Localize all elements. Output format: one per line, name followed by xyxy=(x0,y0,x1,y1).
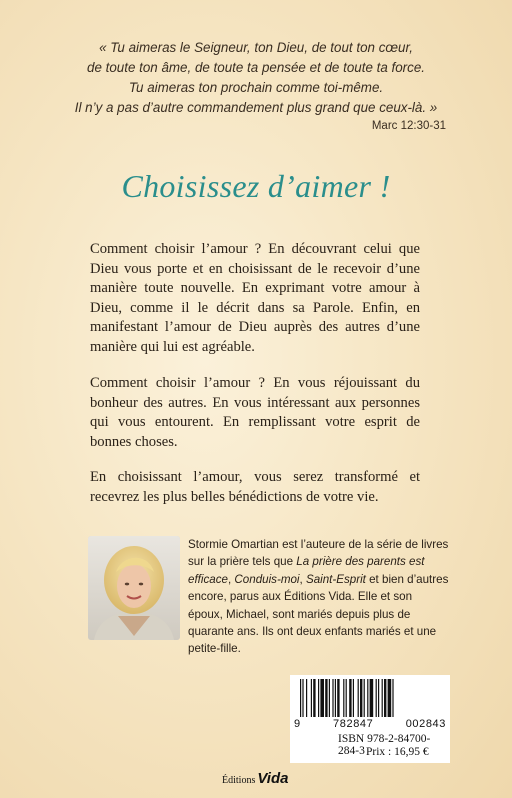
quote-line: Il n’y a pas d’autre commandement plus grand que ceux-là. » xyxy=(74,100,438,115)
barcode-digit-group: 782847 xyxy=(333,718,374,730)
barcode-panel xyxy=(290,675,450,763)
bio-book-title: Conduis-moi xyxy=(234,572,300,586)
bio-text: et bien d’autres encore, parus aux Éditions Vida. Elle et son époux, Michael, sont mariés depuis plus de quarante ans. Ils ont deux enfants mariés et une petite-fille. xyxy=(188,572,449,656)
isbn-number: ISBN 978-2-84700-284-3 xyxy=(338,733,431,757)
quote-line: « Tu aimeras le Seigneur, ton Dieu, de tout ton cœur, xyxy=(99,40,413,55)
bio-separator: , xyxy=(227,572,235,586)
bio-book-title: La prière des parents est efficace xyxy=(188,555,425,586)
quote-line: de toute ton âme, de toute ta pensée et de toute ta force. xyxy=(87,60,425,75)
author-portrait-image xyxy=(88,536,180,640)
quote-reference: Marc 12:30-31 xyxy=(371,120,446,132)
author-photo xyxy=(88,536,180,640)
publisher-name: Vida xyxy=(257,770,289,787)
bio-text: Stormie Omartian est l’auteure de la série de livres sur la prière tels que xyxy=(188,538,449,569)
barcode-digit-group: 002843 xyxy=(405,718,446,730)
quote-line: Tu aimeras ton prochain comme toi-même. xyxy=(128,80,384,95)
back-cover-title: Choisissez d’aimer ! xyxy=(121,168,391,204)
publisher-logo xyxy=(222,770,288,787)
epigraph-quote xyxy=(20,38,492,118)
bio-book-title: Saint-Esprit xyxy=(305,572,366,586)
price-label: Prix : 16,95 € xyxy=(366,746,429,758)
publisher-prefix: Éditions xyxy=(222,775,256,786)
body-paragraph: Comment choisir l’amour ? En vous réjouissant du bonheur des autres. En vous intéressant aux personnes qui vous entourent. En remplissant votre esprit de bonnes choses. xyxy=(90,375,420,450)
author-bio xyxy=(188,536,450,658)
barcode-image xyxy=(298,679,442,719)
body-paragraph: En choisissant l’amour, vous serez transformé et recevrez les plus belles bénédictions de votre vie. xyxy=(90,469,420,505)
bio-separator: , xyxy=(299,572,306,586)
barcode-digits xyxy=(294,718,446,730)
barcode-digit-group: 9 xyxy=(294,718,301,730)
body-paragraph: Comment choisir l’amour ? En découvrant celui que Dieu vous porte et en choisissant de le recevoir d’une manière toute nouvelle. En exprimant votre amour à Dieu, comme il le décrit dans sa Parole. Enfin, en manifestant l’amour de Dieu auprès des autres d’une manière qui lui est agréable. xyxy=(90,241,420,355)
